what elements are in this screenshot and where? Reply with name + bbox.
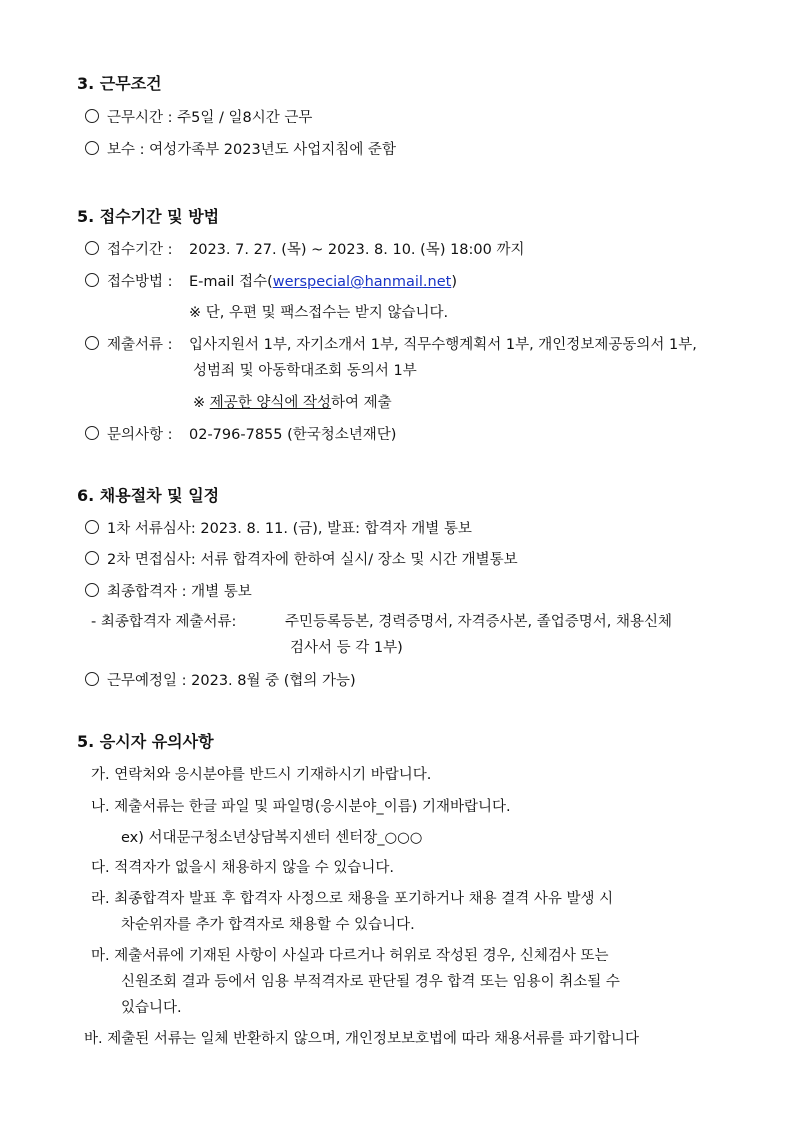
pay-label: 보수 :	[107, 142, 150, 158]
note-ra-line-1: 라. 최종합격자 발표 후 합격자 사정으로 채용을 포기하거나 채용 결격 사유 발생 시	[91, 891, 614, 907]
period-label: 접수기간 :	[107, 242, 173, 258]
final-docs-line-1: 주민등록등본, 경력증명서, 자격증사본, 졸업증명서, 채용신체	[285, 614, 673, 630]
work-hours-label: 근무시간 :	[107, 110, 178, 126]
method-value	[189, 272, 457, 292]
inquiry-label: 문의사항 :	[107, 427, 173, 443]
period-item	[85, 240, 173, 260]
inquiry-item	[85, 425, 173, 445]
circle-bullet-icon	[85, 520, 99, 534]
circle-bullet-icon	[85, 336, 99, 350]
docs-note-prefix: ※	[193, 395, 210, 411]
docs-note	[193, 393, 392, 413]
note-na-example	[121, 828, 422, 848]
circle-bullet-icon	[85, 551, 99, 565]
note-na-example-text: 서대문구청소년상담복지센터 센터장_	[148, 830, 385, 846]
final-docs-line-2: 검사서 등 각 1부)	[290, 640, 403, 656]
final-item	[85, 582, 252, 602]
section-5-notes-title: 5. 응시자 유의사항	[77, 732, 214, 751]
note-ra-line-2: 차순위자를 추가 합격자로 채용할 수 있습니다.	[121, 917, 415, 933]
docs-line-1: 입사지원서 1부, 자기소개서 1부, 직무수행계획서 1부, 개인정보제공동의서 1부,	[189, 337, 697, 353]
pay-item	[85, 140, 396, 160]
step-1-text: 1차 서류심사: 2023. 8. 11. (금), 발표: 합격자 개별 통보	[107, 521, 472, 537]
note-ma-line-2: 신원조회 결과 등에서 임용 부적격자로 판단될 경우 합격 또는 임용이 취소될 수	[121, 974, 620, 990]
circle-bullet-icon	[85, 141, 99, 155]
start-date-item	[85, 671, 356, 691]
method-label: 접수방법 :	[107, 274, 173, 290]
method-prefix: E-mail 접수(	[189, 274, 273, 290]
work-hours-item	[85, 108, 312, 128]
work-hours-value: 주5일 / 일8시간 근무	[177, 110, 313, 126]
circle-bullet-icon	[85, 273, 99, 287]
note-ba: 바. 제출된 서류는 일체 반환하지 않으며, 개인정보보호법에 따라 채용서류를 파기합니다	[84, 1031, 639, 1047]
method-suffix: )	[451, 274, 457, 290]
note-ma-line-1: 마. 제출서류에 기재된 사항이 사실과 다르거나 허위로 작성된 경우, 신체검사 또는	[91, 948, 609, 964]
circle-bullet-icon	[85, 583, 99, 597]
note-ga: 가. 연락처와 응시분야를 반드시 기재하시기 바랍니다.	[91, 767, 432, 783]
note-na: 나. 제출서류는 한글 파일 및 파일명(응시분야_이름) 기재바랍니다.	[91, 799, 511, 815]
method-note: ※ 단, 우편 및 팩스접수는 받지 않습니다.	[189, 305, 449, 321]
step-2-item	[85, 550, 518, 570]
section-3-title: 3. 근무조건	[77, 74, 162, 93]
circle-bullet-icon	[85, 109, 99, 123]
section-5-application-title: 5. 접수기간 및 방법	[77, 207, 220, 226]
section-6-title: 6. 채용절차 및 일정	[77, 486, 220, 505]
email-link[interactable]: werspecial@hanmail.net	[272, 274, 452, 290]
note-ma-line-3: 있습니다.	[121, 1000, 182, 1016]
note-na-example-prefix: ex)	[121, 830, 149, 846]
circle-bullet-icon	[85, 426, 99, 440]
circle-bullet-icon	[85, 241, 99, 255]
pay-value: 여성가족부 2023년도 사업지침에 준함	[149, 142, 396, 158]
docs-line-2: 성범죄 및 아동학대조회 동의서 1부	[193, 363, 417, 379]
final-docs-label: - 최종합격자 제출서류:	[91, 614, 237, 630]
docs-label: 제출서류 :	[107, 337, 173, 353]
step-2-text: 2차 면접심사: 서류 합격자에 한하여 실시/ 장소 및 시간 개별통보	[107, 552, 518, 568]
note-da: 다. 적격자가 없을시 채용하지 않을 수 있습니다.	[91, 860, 395, 876]
start-date-text: 근무예정일 : 2023. 8월 중 (협의 가능)	[107, 673, 356, 689]
inquiry-value: 02-796-7855 (한국청소년재단)	[189, 427, 397, 443]
note-na-example-circles: ○○○	[384, 830, 423, 846]
docs-note-suffix: 하여 제출	[331, 395, 392, 411]
circle-bullet-icon	[85, 672, 99, 686]
final-text: 최종합격자 : 개별 통보	[107, 584, 252, 600]
docs-note-underlined: 제공한 양식에 작성	[209, 395, 332, 411]
period-value: 2023. 7. 27. (목) ~ 2023. 8. 10. (목) 18:00 까지	[189, 242, 525, 258]
step-1-item	[85, 519, 472, 539]
docs-item	[85, 335, 173, 355]
method-item	[85, 272, 173, 292]
